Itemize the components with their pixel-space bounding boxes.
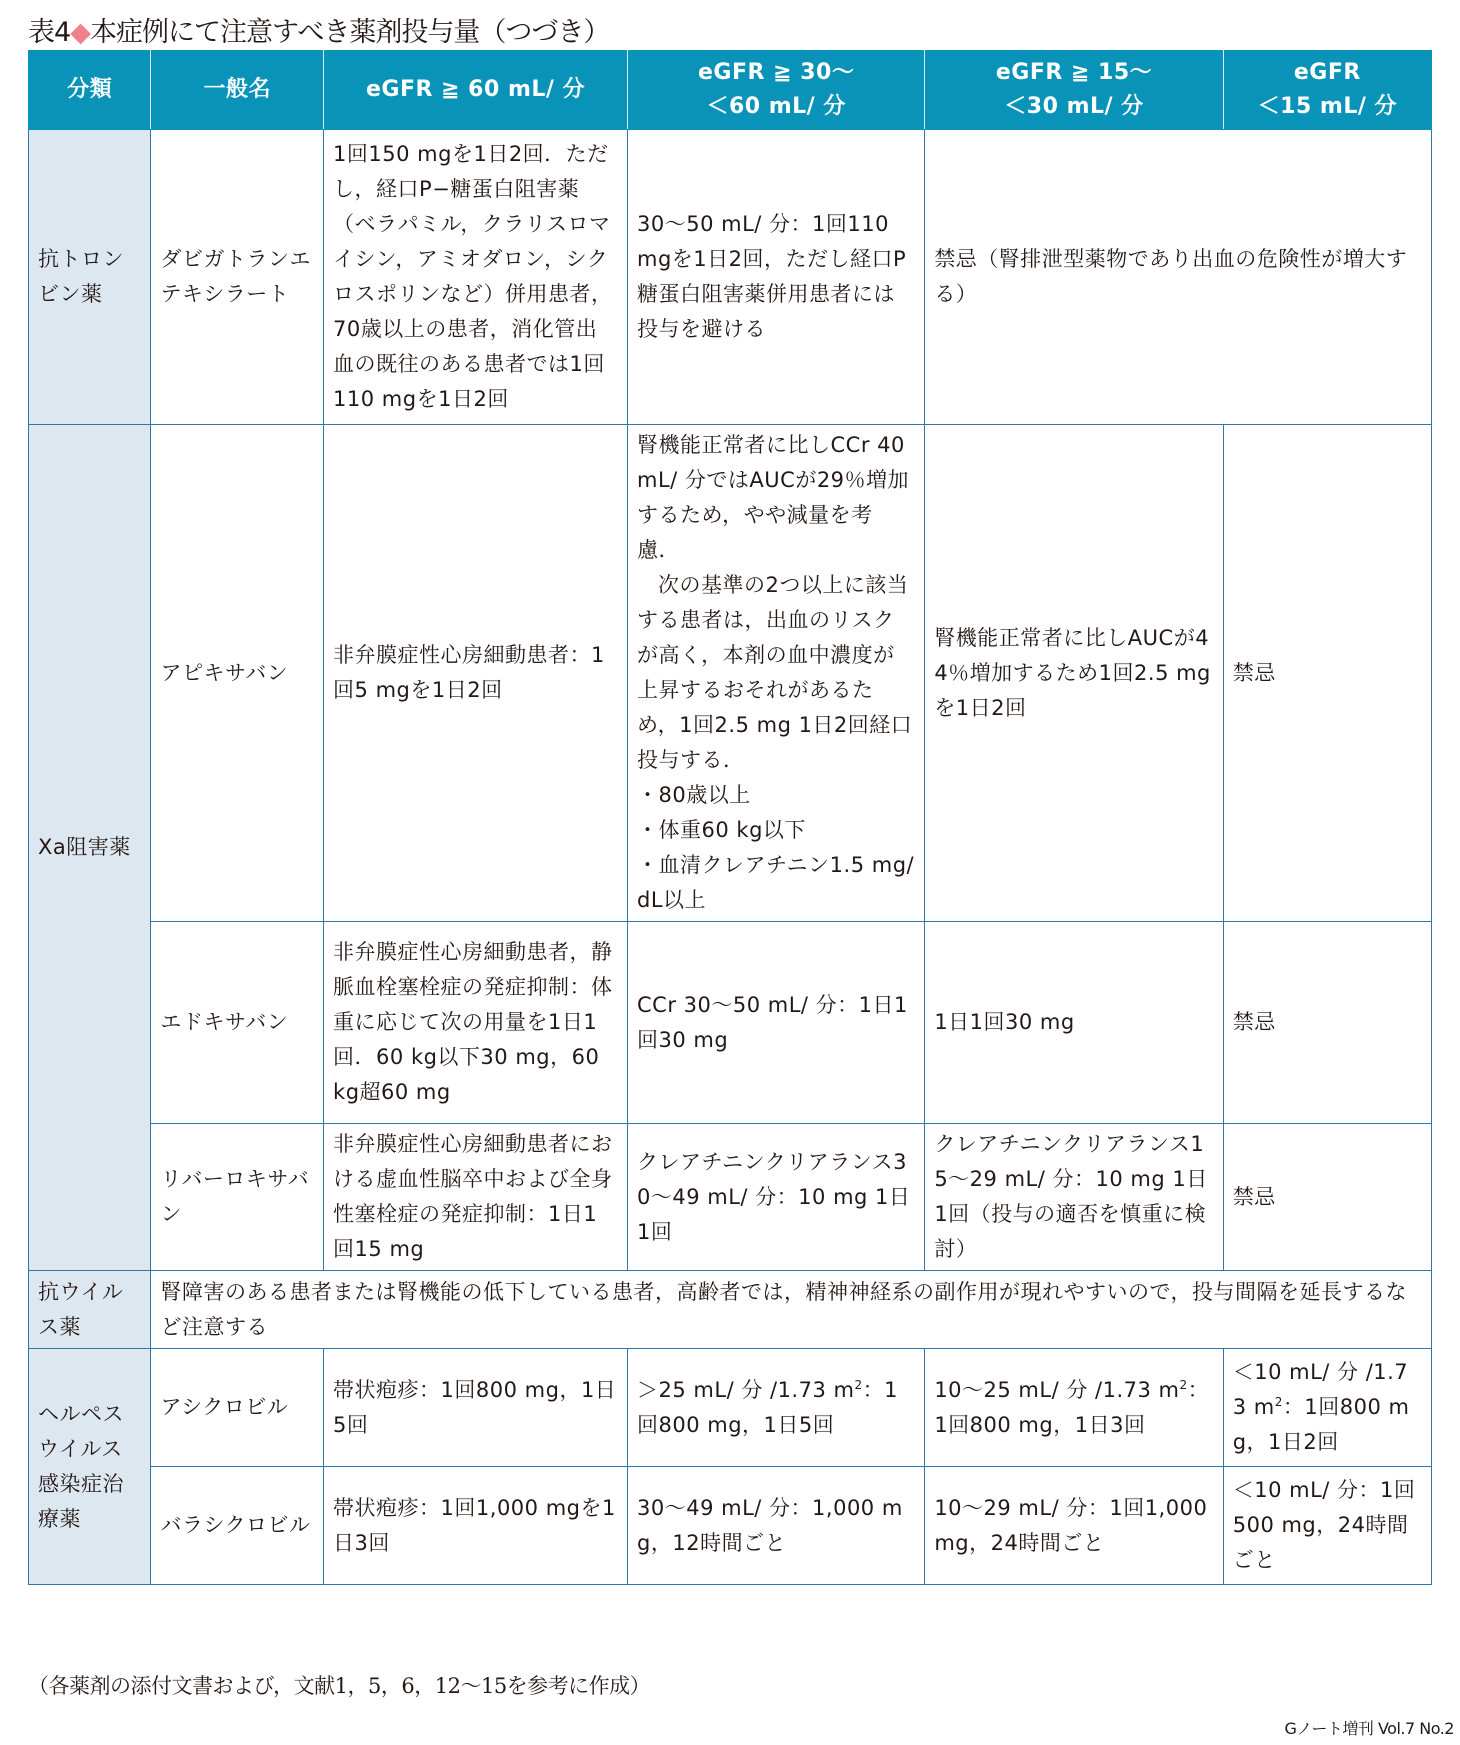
dose-egfr-under-15: ＜10 mL/ 分 /1.73 $m^2$：1回800 mg，1日2回 <box>1223 1349 1431 1467</box>
header-egfr-60: eGFR ≧ 60 mL/ 分 <box>324 51 628 130</box>
dose-egfr-30-60: 腎機能正常者に比しCCr 40 mL/ 分ではAUCが29％増加するため，やや減量を考慮． 次の基準の2つ以上に該当する患者は，出血のリスクが高く，本剤の血中濃度が上昇するおそれがあるため，1回2.5 mg 1日2回経口投与する． ・80歳以上 ・体重60 kg以下 ・血清クレアチニン1.5 mg/dL以上 <box>628 425 925 922</box>
dose-egfr-30-60: 30〜49 mL/ 分：1,000 mg，12時間ごと <box>628 1467 925 1585</box>
criteria-item: ・体重60 kg以下 <box>637 818 806 842</box>
category-cell: ヘルペスウイルス感染症治療薬 <box>29 1349 151 1585</box>
dose-egfr-60: 非弁膜症性心房細動患者：1回5 mgを1日2回 <box>324 425 628 922</box>
dose-egfr-30-60: ＞25 mL/ 分 /1.73 $m^2$：1回800 mg，1日5回 <box>628 1349 925 1467</box>
table-row-antiviral <box>29 1271 1432 1349</box>
table-title-text: 本症例にて注意すべき薬剤投与量（つづき） <box>89 17 610 48</box>
category-cell: Xa阻害薬 <box>29 425 151 1271</box>
drug-name-cell: アシクロビル <box>151 1349 324 1467</box>
dose-egfr-under-15: 禁忌 <box>1223 1124 1431 1271</box>
drug-name-cell: バラシクロビル <box>151 1467 324 1585</box>
table-row-edoxaban <box>29 922 1432 1124</box>
antiviral-note-cell: 腎障害のある患者または腎機能の低下している患者，高齢者では，精神神経系の副作用が現れやすいので，投与間隔を延長するなど注意する <box>151 1271 1432 1349</box>
dose-egfr-30-60: CCr 30〜50 mL/ 分：1日1回30 mg <box>628 922 925 1124</box>
publication-footer: Gノート増刊 Vol.7 No.2 <box>1284 1719 1454 1738</box>
table-row-rivaroxaban <box>29 1124 1432 1271</box>
dose-egfr-under-15: 禁忌 <box>1223 922 1431 1124</box>
dose-egfr-30-60: クレアチニンクリアランス30〜49 mL/ 分：10 mg 1日1回 <box>628 1124 925 1271</box>
category-cell: 抗トロンビン薬 <box>29 130 151 425</box>
table-number: 表4 <box>28 17 71 48</box>
dose-egfr-60: 帯状疱疹：1回1,000 mgを1日3回 <box>324 1467 628 1585</box>
category-cell: 抗ウイルス薬 <box>29 1271 151 1349</box>
criteria-item: ・血清クレアチニン1.5 mg/dL以上 <box>637 853 915 912</box>
header-category: 分類 <box>29 51 151 130</box>
dose-egfr-60: 帯状疱疹：1回800 mg，1日5回 <box>324 1349 628 1467</box>
dose-egfr-60: 非弁膜症性心房細動患者，静脈血栓塞栓症の発症抑制：体重に応じて次の用量を1日1回．60 kg以下30 mg，60 kg超60 mg <box>324 922 628 1124</box>
table-title <box>28 10 609 49</box>
dosage-table <box>28 50 1432 1585</box>
dose-egfr-under-15: 禁忌 <box>1223 425 1431 922</box>
table-row-apixaban <box>29 425 1432 922</box>
dose-egfr-30-60: 30〜50 mL/ 分：1回110 mgを1日2回，ただし経口P糖蛋白阻害薬併用患者には投与を避ける <box>628 130 925 425</box>
source-note: （各薬剤の添付文書および，文献1，5，6，12〜15を参考に作成） <box>28 1674 651 1698</box>
dose-egfr-15-30: 10〜25 mL/ 分 /1.73 $m^2$：1回800 mg，1日3回 <box>925 1349 1223 1467</box>
drug-name-cell: アピキサバン <box>151 425 324 922</box>
dose-egfr-15-30: 10〜29 mL/ 分：1回1,000 mg，24時間ごと <box>925 1467 1223 1585</box>
table-row-valacyclovir <box>29 1467 1432 1585</box>
criteria-item: ・80歳以上 <box>637 783 751 807</box>
header-generic-name: 一般名 <box>151 51 324 130</box>
dose-egfr-under-15: ＜10 mL/ 分：1回500 mg，24時間ごと <box>1223 1467 1431 1585</box>
drug-name-cell: ダビガトランエテキシラート <box>151 130 324 425</box>
table-row-acyclovir <box>29 1349 1432 1467</box>
table-row-dabigatran <box>29 130 1432 425</box>
header-row <box>29 51 1432 130</box>
dose-egfr-60: 非弁膜症性心房細動患者における虚血性脳卒中および全身性塞栓症の発症抑制：1日1回15 mg <box>324 1124 628 1271</box>
header-egfr-15-30: eGFR ≧ 15〜 ＜30 mL/ 分 <box>925 51 1223 130</box>
dose-egfr-15-30: 1日1回30 mg <box>925 922 1223 1124</box>
header-egfr-30-60: eGFR ≧ 30〜 ＜60 mL/ 分 <box>628 51 925 130</box>
header-egfr-under-15: eGFR ＜15 mL/ 分 <box>1223 51 1431 130</box>
drug-name-cell: リバーロキサバン <box>151 1124 324 1271</box>
dose-egfr-15-30: クレアチニンクリアランス15〜29 mL/ 分：10 mg 1日1回（投与の適否を慎重に検討） <box>925 1124 1223 1271</box>
dose-egfr-under-30: 禁忌（腎排泄型薬物であり出血の危険性が増大する） <box>925 130 1432 425</box>
dose-egfr-60: 1回150 mgを1日2回．ただし，経口P−糖蛋白阻害薬（ベラパミル，クラリスロマイシン，アミオダロン，シクロスポリンなど）併用患者，70歳以上の患者，消化管出血の既往のある患者では1回110 mgを1日2回 <box>324 130 628 425</box>
diamond-icon: ◆ <box>70 17 90 48</box>
drug-name-cell: エドキサバン <box>151 922 324 1124</box>
dose-egfr-15-30: 腎機能正常者に比しAUCが44％増加するため1回2.5 mgを1日2回 <box>925 425 1223 922</box>
